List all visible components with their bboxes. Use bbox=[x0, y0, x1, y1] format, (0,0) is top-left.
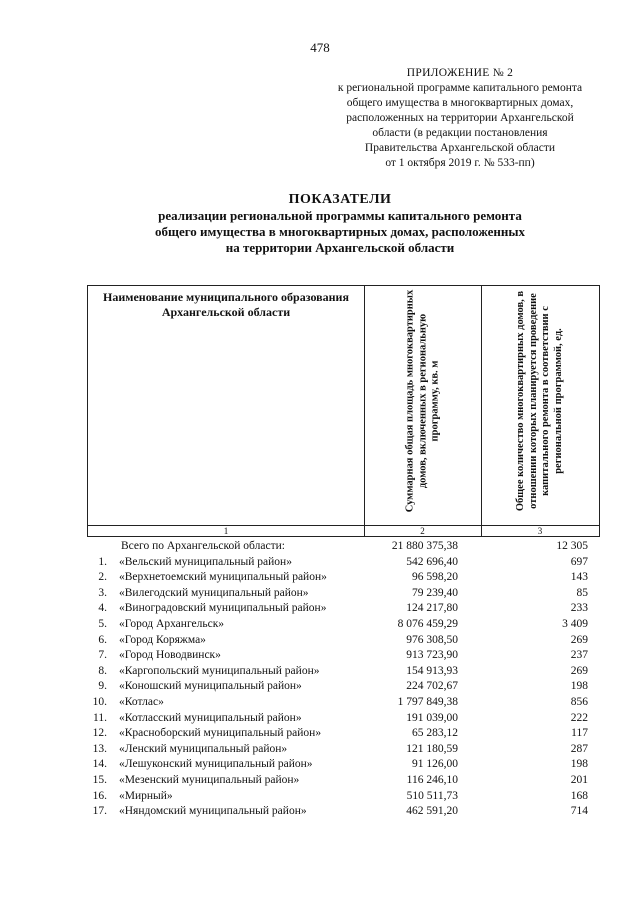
row-count: 714 bbox=[570, 805, 588, 818]
table-header bbox=[87, 285, 600, 537]
row-number: 11. bbox=[93, 711, 107, 724]
row-number: 15. bbox=[92, 773, 107, 786]
column-number: 1 bbox=[223, 526, 229, 536]
row-name: «Город Коряжма» bbox=[119, 633, 206, 646]
table-row bbox=[87, 586, 600, 602]
row-number: 12. bbox=[92, 727, 107, 740]
row-number: 9. bbox=[98, 680, 107, 693]
row-count: 269 bbox=[570, 664, 588, 677]
table-row bbox=[87, 648, 600, 664]
appendix-line: Правительства Архангельской области bbox=[364, 142, 556, 154]
table-row-total bbox=[87, 539, 600, 555]
row-name: «Котлас» bbox=[119, 695, 164, 708]
table-row bbox=[87, 695, 600, 711]
table-row bbox=[87, 726, 600, 742]
row-name: Всего по Архангельской области: bbox=[121, 540, 285, 552]
row-number: 4. bbox=[98, 602, 107, 615]
row-name: «Мезенский муниципальный район» bbox=[119, 773, 300, 786]
row-area: 121 180,59 bbox=[406, 742, 458, 755]
row-area: 154 913,93 bbox=[406, 664, 458, 677]
row-number: 6. bbox=[98, 633, 107, 646]
row-number: 1. bbox=[98, 555, 107, 568]
row-count: 143 bbox=[570, 571, 588, 584]
row-count: 3 409 bbox=[562, 617, 588, 630]
row-name: «Котласский муниципальный район» bbox=[119, 711, 302, 724]
document-title bbox=[120, 192, 560, 256]
row-number: 14. bbox=[92, 758, 107, 771]
row-name: «Вилегодский муниципальный район» bbox=[119, 586, 309, 599]
row-name: «Красноборский муниципальный район» bbox=[119, 727, 322, 740]
row-area: 542 696,40 bbox=[406, 555, 458, 568]
column-header-label: Наименование муниципального образования Архангельской области bbox=[103, 290, 349, 319]
row-name: «Верхнетоемский муниципальный район» bbox=[119, 571, 327, 584]
table-row bbox=[87, 789, 600, 805]
row-number: 8. bbox=[98, 664, 107, 677]
appendix-line: общего имущества в многоквартирных домах, bbox=[346, 97, 574, 109]
row-count: 269 bbox=[570, 633, 588, 646]
row-area: 65 283,12 bbox=[412, 727, 458, 740]
row-area: 124 217,80 bbox=[406, 602, 458, 615]
appendix-note bbox=[330, 66, 590, 171]
table-row bbox=[87, 742, 600, 758]
row-number: 16. bbox=[92, 789, 107, 802]
table-row bbox=[87, 570, 600, 586]
row-name: «Вельский муниципальный район» bbox=[119, 555, 292, 568]
row-name: «Коношский муниципальный район» bbox=[119, 680, 302, 693]
title-line: общего имущества в многоквартирных домах, расположенных bbox=[154, 224, 526, 239]
row-number: 10. bbox=[92, 695, 107, 708]
appendix-line: области (в редакции постановления bbox=[372, 127, 548, 139]
row-count: 856 bbox=[570, 695, 588, 708]
row-name: «Виноградовский муниципальный район» bbox=[119, 602, 327, 615]
row-area: 21 880 375,38 bbox=[391, 540, 458, 552]
title-line: на территории Архангельской области bbox=[225, 240, 455, 255]
row-count: 85 bbox=[576, 586, 588, 599]
row-count: 201 bbox=[570, 773, 588, 786]
row-count: 168 bbox=[570, 789, 588, 802]
row-number: 7. bbox=[98, 649, 107, 662]
row-count: 117 bbox=[571, 727, 588, 740]
appendix-heading: ПРИЛОЖЕНИЕ № 2 bbox=[406, 67, 514, 79]
table-row bbox=[87, 711, 600, 727]
column-header-label: Суммарная общая площадь многоквартирных домов, включенных в региональную программу, кв. м bbox=[403, 289, 440, 513]
row-count: 198 bbox=[570, 758, 588, 771]
row-area: 79 239,40 bbox=[412, 586, 458, 599]
table-row bbox=[87, 804, 600, 820]
appendix-line: расположенных на территории Архангельской bbox=[346, 112, 574, 124]
row-count: 233 bbox=[570, 602, 588, 615]
row-count: 12 305 bbox=[556, 540, 588, 552]
row-area: 8 076 459,29 bbox=[397, 617, 458, 630]
column-header-label: Общее количество многоквартирных домов, в отношении которых планируется проведение капитального ремонта в соответствии с региональной программой, ед. bbox=[515, 290, 564, 512]
row-area: 510 511,73 bbox=[406, 789, 458, 802]
table-row bbox=[87, 633, 600, 649]
row-name: «Город Новодвинск» bbox=[119, 649, 221, 662]
row-number: 17. bbox=[92, 805, 107, 818]
appendix-line: от 1 октября 2019 г. № 533-пп) bbox=[385, 157, 535, 169]
appendix-line: к региональной программе капитального ремонта bbox=[337, 82, 583, 94]
table-row bbox=[87, 757, 600, 773]
column-number: 2 bbox=[420, 526, 425, 536]
row-count: 198 bbox=[570, 680, 588, 693]
row-number: 5. bbox=[98, 617, 107, 630]
row-name: «Ленский муниципальный район» bbox=[119, 742, 288, 755]
row-count: 287 bbox=[570, 742, 588, 755]
row-number: 13. bbox=[92, 742, 107, 755]
row-area: 976 308,50 bbox=[406, 633, 458, 646]
page-number: 478 bbox=[310, 40, 330, 55]
row-name: «Няндомский муниципальный район» bbox=[119, 805, 307, 818]
title-heading: ПОКАЗАТЕЛИ bbox=[288, 192, 392, 207]
row-count: 222 bbox=[570, 711, 588, 724]
table-row bbox=[87, 617, 600, 633]
row-name: «Лешуконский муниципальный район» bbox=[119, 758, 313, 771]
column-header-area bbox=[364, 286, 482, 536]
row-count: 697 bbox=[570, 555, 588, 568]
row-area: 91 126,00 bbox=[412, 758, 458, 771]
row-name: «Каргопольский муниципальный район» bbox=[119, 664, 320, 677]
row-area: 191 039,00 bbox=[406, 711, 458, 724]
row-name: «Мирный» bbox=[119, 789, 173, 802]
table-row bbox=[87, 773, 600, 789]
row-area: 116 246,10 bbox=[406, 773, 458, 786]
column-number: 3 bbox=[537, 526, 543, 536]
row-count: 237 bbox=[570, 649, 588, 662]
title-line: реализации региональной программы капитального ремонта bbox=[158, 208, 522, 223]
table-body bbox=[87, 539, 600, 820]
row-area: 462 591,20 bbox=[406, 805, 458, 818]
row-name: «Город Архангельск» bbox=[119, 617, 225, 630]
table-row bbox=[87, 601, 600, 617]
row-area: 1 797 849,38 bbox=[397, 695, 458, 708]
row-area: 224 702,67 bbox=[406, 680, 458, 693]
column-header-count bbox=[481, 286, 599, 536]
table-row bbox=[87, 664, 600, 680]
table-row bbox=[87, 679, 600, 695]
row-number: 2. bbox=[98, 571, 107, 584]
row-area: 96 598,20 bbox=[412, 571, 458, 584]
row-area: 913 723,90 bbox=[406, 649, 458, 662]
table-row bbox=[87, 555, 600, 571]
column-header-municipality bbox=[88, 286, 365, 536]
row-number: 3. bbox=[98, 586, 107, 599]
